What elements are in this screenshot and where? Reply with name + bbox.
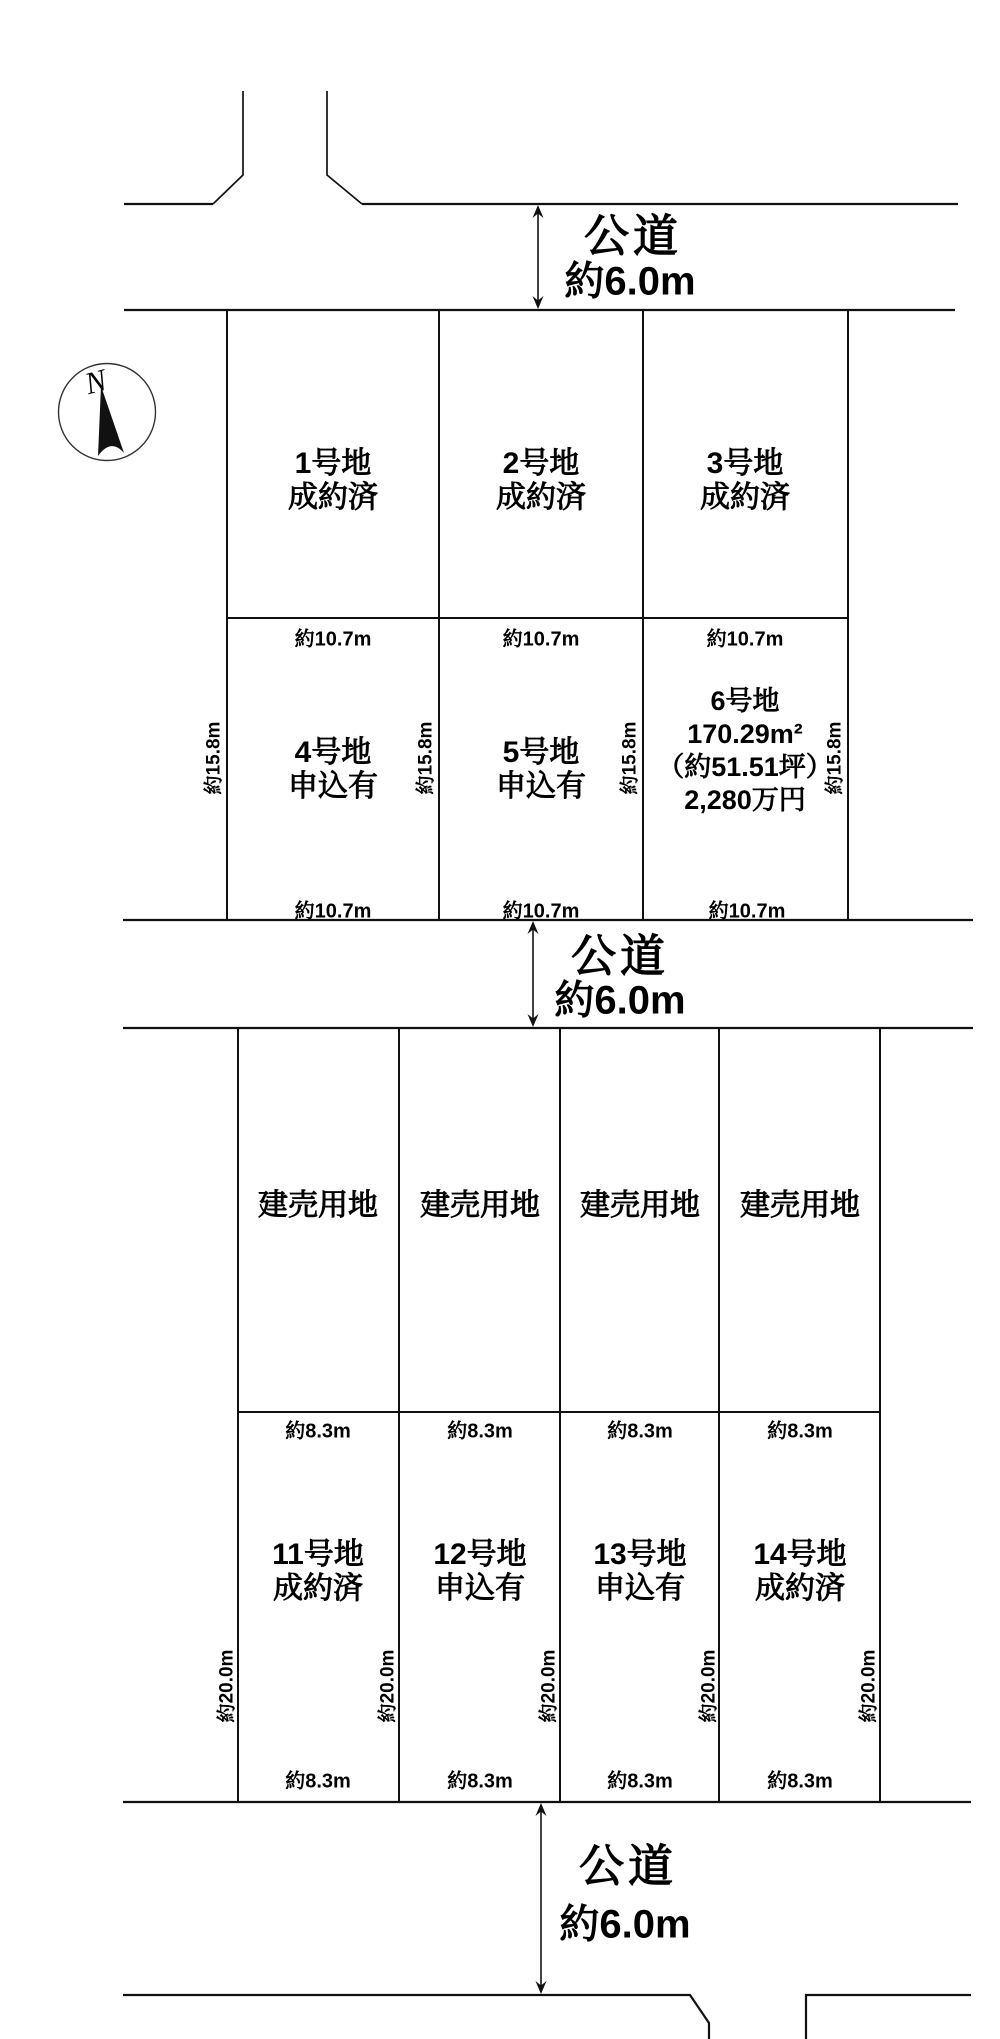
- plot-area: 170.29m²: [687, 719, 803, 749]
- plot-6-label: [657, 685, 833, 817]
- plot-status: 成約済: [755, 1572, 845, 1605]
- plot-status: 成約済: [700, 481, 790, 514]
- dim-depth-label: 約20.0m: [858, 1649, 880, 1723]
- dim-frontage-label: 約10.7m: [294, 628, 372, 651]
- plot-14-label: [753, 1538, 846, 1606]
- plot-name: 5号地: [502, 736, 580, 769]
- plot-price: 2,280万円: [684, 785, 806, 815]
- dim-depth-label: 約20.0m: [216, 1649, 238, 1723]
- compass-n-label: N: [81, 361, 111, 402]
- dim-frontage-label: 約10.7m: [708, 900, 786, 923]
- dim-frontage-label: 約8.3m: [767, 1770, 833, 1793]
- dim-frontage-label: 約10.7m: [294, 900, 372, 923]
- dim-depth-label: 約20.0m: [698, 1649, 720, 1723]
- builder-lot-label: 建売用地: [258, 1189, 378, 1222]
- plot-name: 2号地: [502, 447, 580, 480]
- plot-name: 11号地: [272, 1538, 364, 1571]
- plot-1-label: [288, 447, 378, 515]
- north-road-outline: [213, 91, 362, 204]
- dim-depth-label: 約15.8m: [619, 721, 641, 795]
- dim-depth-label: 約15.8m: [203, 721, 225, 795]
- dim-frontage-label: 約8.3m: [447, 1420, 513, 1443]
- compass-needle-icon: [98, 386, 124, 456]
- plot-name: 4号地: [294, 736, 372, 769]
- bottom-road-label: 公道: [578, 1840, 678, 1892]
- plot-name: 14号地: [753, 1538, 847, 1571]
- plot-tsubo: （約51.51坪）: [657, 752, 833, 782]
- dim-frontage-label: 約10.7m: [502, 628, 580, 651]
- dim-frontage-label: 約10.7m: [502, 900, 580, 923]
- plot-status: 成約済: [496, 481, 586, 514]
- builder-lot-label: 建売用地: [420, 1189, 540, 1222]
- middle-road-width-label: 約6.0m: [554, 978, 686, 1023]
- plot-status: 成約済: [288, 481, 378, 514]
- dim-depth-label: 約15.8m: [824, 721, 846, 795]
- dim-frontage-label: 約8.3m: [607, 1420, 673, 1443]
- plot-name: 6号地: [710, 686, 780, 716]
- north-compass: [59, 361, 156, 460]
- dim-frontage-label: 約8.3m: [285, 1770, 351, 1793]
- dim-depth-label: 約15.8m: [415, 721, 437, 795]
- plot-name: 3号地: [706, 447, 784, 480]
- plot-name: 13号地: [593, 1538, 687, 1571]
- builder-lot-label: 建売用地: [580, 1189, 700, 1222]
- builder-lot-label: 建売用地: [740, 1189, 860, 1222]
- dim-frontage-label: 約10.7m: [706, 628, 784, 651]
- bottom-road-width-label: 約6.0m: [559, 1902, 691, 1947]
- dim-depth-label: 約20.0m: [377, 1649, 399, 1723]
- top-road-outline: [124, 204, 958, 310]
- dim-frontage-label: 約8.3m: [767, 1420, 833, 1443]
- plot-status: 申込有: [288, 770, 378, 803]
- plot-12-label: [433, 1538, 526, 1606]
- plot-4-label: [288, 736, 378, 804]
- plot-status: 成約済: [273, 1572, 363, 1605]
- plot-name: 1号地: [294, 447, 372, 480]
- dim-depth-label: 約20.0m: [538, 1649, 560, 1723]
- plot-5-label: [496, 736, 586, 804]
- plot-11-label: [272, 1538, 364, 1606]
- dim-frontage-label: 約8.3m: [447, 1770, 513, 1793]
- bottom-road-outline: [123, 1802, 971, 2039]
- middle-road-label: 公道: [570, 930, 670, 982]
- plot-3-label: [700, 447, 790, 515]
- top-block-boundaries: [227, 310, 848, 921]
- top-road-width-label: 約6.0m: [564, 259, 696, 304]
- top-road-label: 公道: [583, 210, 683, 262]
- plot-status: 申込有: [435, 1572, 525, 1605]
- plot-name: 12号地: [433, 1538, 527, 1571]
- plot-2-label: [496, 447, 586, 515]
- dim-frontage-label: 約8.3m: [607, 1770, 673, 1793]
- plot-status: 申込有: [496, 770, 586, 803]
- plot-status: 申込有: [595, 1572, 685, 1605]
- middle-road-outline: [123, 920, 973, 1028]
- plot-13-label: [593, 1538, 686, 1606]
- dim-frontage-label: 約8.3m: [285, 1420, 351, 1443]
